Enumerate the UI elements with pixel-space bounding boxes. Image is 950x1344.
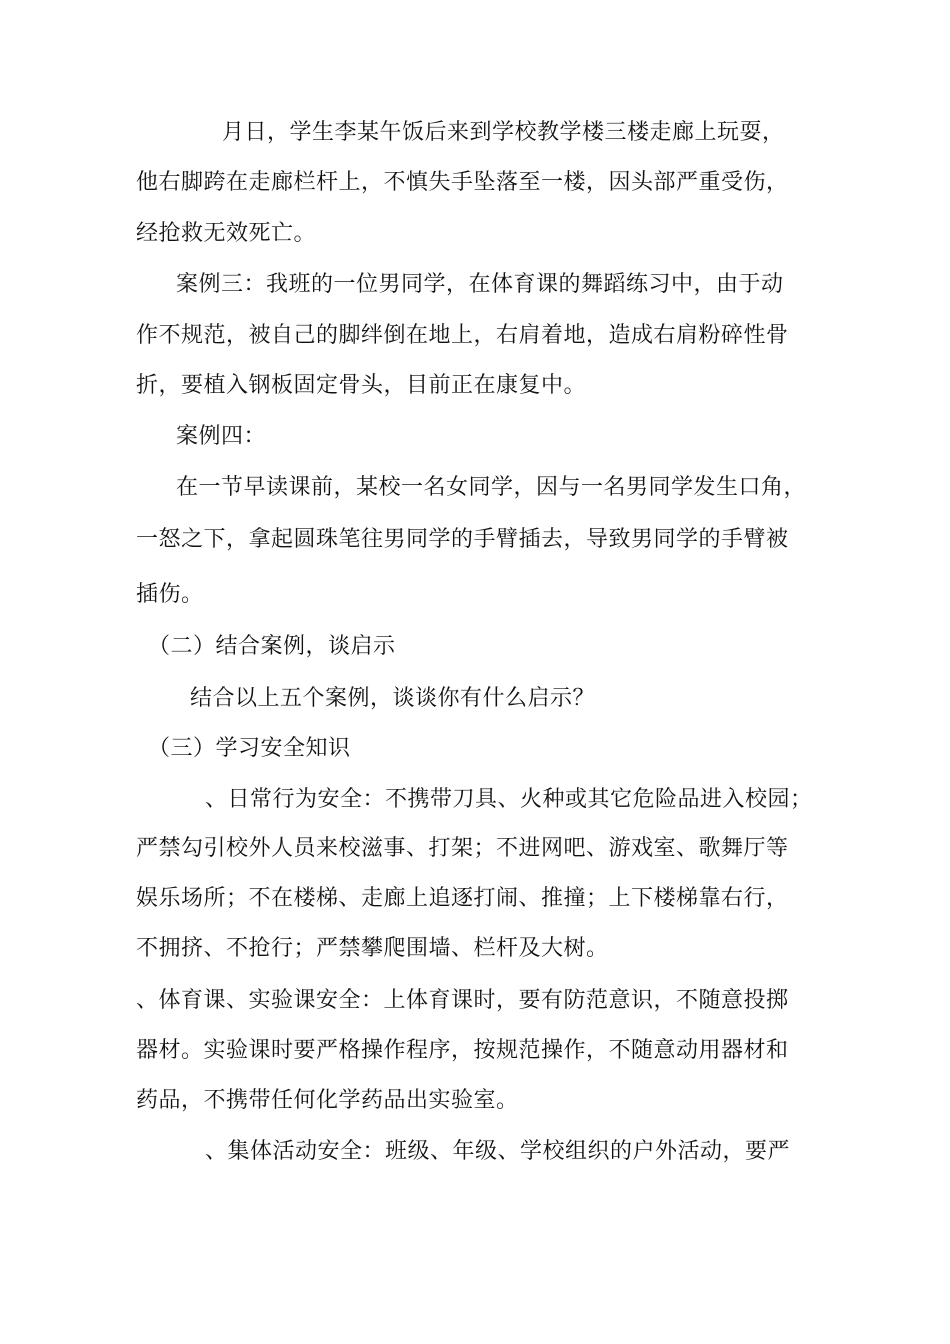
text-line: 药品，不携带任何化学药品出实验室。 <box>136 1088 519 1113</box>
text-line: 器材。实验课时要严格操作程序，按规范操作，不随意动用器材和 <box>136 1038 789 1063</box>
text-line: 严禁勾引校外人员来校滋事、打架；不进网吧、游戏室、歌舞厅等 <box>136 836 789 861</box>
pe-lab-safety: 、体育课、实验课安全：上体育课时，要有防范意识，不随意投掷 <box>136 988 789 1013</box>
text-line: 插伤。 <box>136 582 204 607</box>
section-heading-two: （二）结合案例，谈启示 <box>148 634 396 659</box>
case-four-paragraph: 在一节早读课前，某校一名女同学，因与一名男同学发生口角， <box>176 475 807 500</box>
case-four-heading: 案例四： <box>176 424 267 449</box>
daily-behavior-safety: 、日常行为安全：不携带刀具、火种或其它危险品进入校园； <box>205 787 813 812</box>
text-line: 月日，学生李某午饭后来到学校教学楼三楼走廊上玩耍， <box>222 120 785 145</box>
text-line: 一怒之下，拿起圆珠笔往男同学的手臂插去，导致男同学的手臂被 <box>136 527 789 552</box>
text-line: 作不规范，被自己的脚绊倒在地上，右肩着地，造成右肩粉碎性骨 <box>136 323 789 348</box>
text-line: 他右脚跨在走廊栏杆上，不慎失手坠落至一楼，因头部严重受伤， <box>136 170 789 195</box>
text-line: 经抢救无效死亡。 <box>136 221 317 246</box>
section-heading-three: （三）学习安全知识 <box>148 736 351 761</box>
prompt-paragraph: 结合以上五个案例，谈谈你有什么启示？ <box>190 686 596 711</box>
text-line: 不拥挤、不抢行；严禁攀爬围墙、栏杆及大树。 <box>136 936 609 961</box>
case-three-paragraph: 案例三：我班的一位男同学，在体育课的舞蹈练习中，由于动 <box>176 272 784 297</box>
text-line: 折，要植入钢板固定骨头，目前正在康复中。 <box>136 373 587 398</box>
group-activity-safety: 、集体活动安全：班级、年级、学校组织的户外活动，要严 <box>205 1139 791 1164</box>
text-line: 娱乐场所；不在楼梯、走廊上追逐打闹、推撞；上下楼梯靠右行， <box>136 886 789 911</box>
